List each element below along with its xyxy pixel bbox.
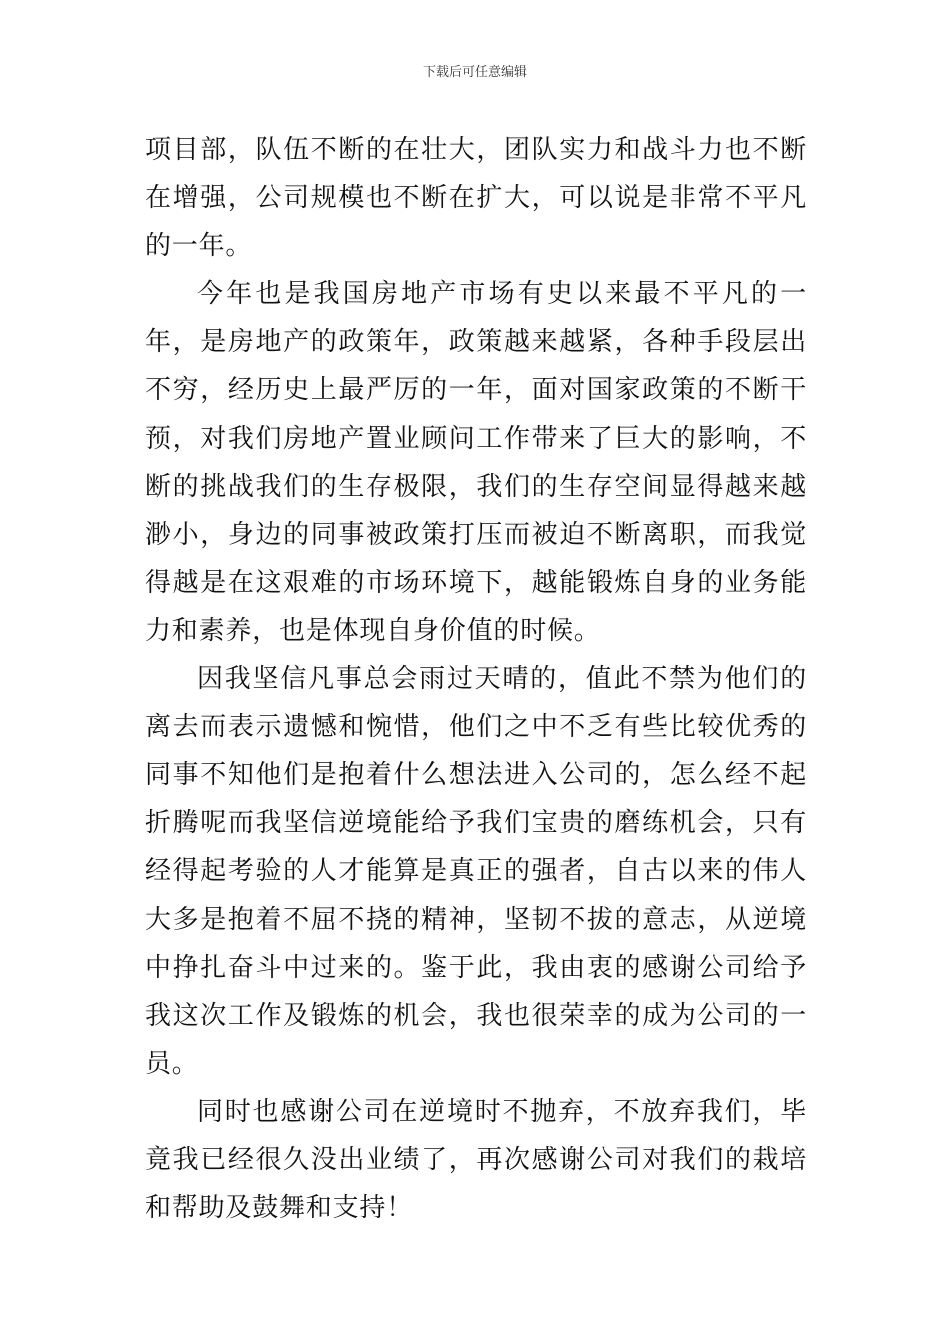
paragraph-3: 因我坚信凡事总会雨过天晴的，值此不禁为他们的离去而表示遗憾和惋惜，他们之中不乏有些比较优秀的同事不知他们是抱着什么想法进入公司的，怎么经不起折腾呢而我坚信逆境能给予我们宝贵的磨练机会，只有经得起考验的人才能算是真正的强者，自古以来的伟人大多是抱着不屈不挠的精神，坚韧不拔的意志，从逆境中挣扎奋斗中过来的。鉴于此，我由衷的感谢公司给予我这次工作及锻炼的机会，我也很荣幸的成为公司的一员。	[145, 664, 807, 1079]
page-header: 下载后可任意编辑	[422, 65, 527, 80]
paragraph-4: 同时也感谢公司在逆境时不抛弃，不放弃我们，毕竟我已经很久没出业绩了，再次感谢公司对我们的栽培和帮助及鼓舞和支持！	[145, 1096, 807, 1224]
paragraph-2: 今年也是我国房地产市场有史以来最不平凡的一年，是房地产的政策年，政策越来越紧，各种手段层出不穷，经历史上最严厉的一年，面对国家政策的不断干预，对我们房地产置业顾问工作带来了巨大的影响，不断的挑战我们的生存极限，我们的生存空间显得越来越渺小，身边的同事被政策打压而被迫不断离职，而我觉得越是在这艰难的市场环境下，越能锻炼自身的业务能力和素养，也是体现自身价值的时候。	[145, 279, 807, 646]
document-body	[145, 126, 807, 1232]
paragraph-1: 项目部，队伍不断的在壮大，团队实力和战斗力也不断在增强，公司规模也不断在扩大，可以说是非常不平凡的一年。	[145, 135, 807, 262]
